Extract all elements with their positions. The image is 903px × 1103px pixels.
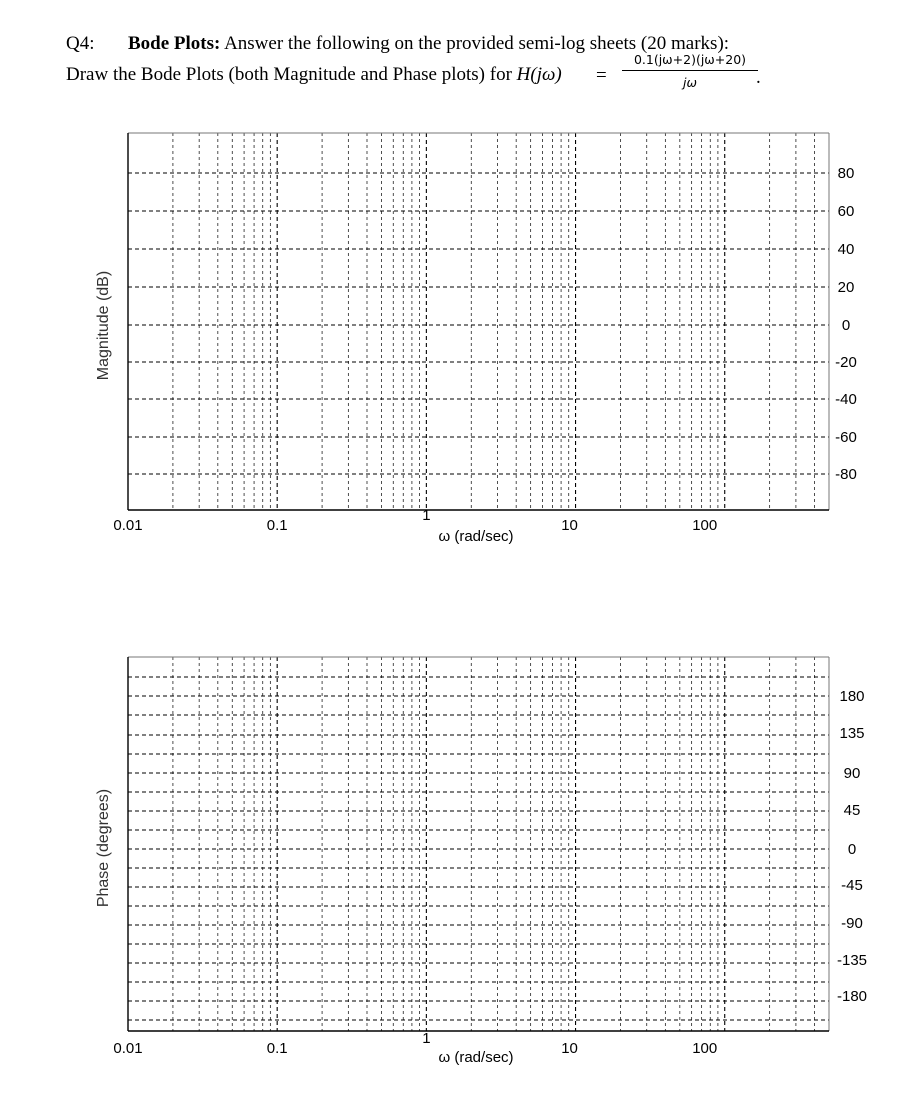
x-tick-label: 0.01 [113,517,143,534]
y-tick-label: -90 [841,915,863,932]
x-tick-label: 0.1 [266,517,288,534]
y-tick-label: 135 [839,725,865,742]
question-number: Q4: [66,33,95,54]
y-tick-label: 0 [847,841,857,858]
x-axis-label: ω (rad/sec) [438,1049,514,1066]
fraction-numerator: 0.1(jω+2)(jω+20) [622,52,758,71]
x-tick-label: 0.1 [266,1040,288,1057]
y-tick-label: -40 [835,391,857,408]
x-tick-label: 100 [692,517,718,534]
y-tick-label: -20 [835,354,857,371]
question-title: Bode Plots: [128,33,221,54]
x-tick-label: 1 [422,507,431,524]
y-axis-label: Phase (degrees) [95,788,112,908]
fraction-denominator: jω [683,75,697,91]
y-tick-label: -80 [835,466,857,483]
x-tick-label: 1 [422,1030,431,1047]
y-tick-label: 0 [841,317,851,334]
y-tick-label: 90 [843,765,861,782]
y-tick-label: -180 [836,988,868,1005]
equals-sign: = [596,65,607,86]
y-axis-label: Magnitude (dB) [95,270,112,381]
x-tick-label: 10 [561,517,578,534]
transfer-function-symbol: H(jω) [516,64,562,85]
question-instruction: Answer the following on the provided semi-log sheets (20 marks): [224,33,730,54]
x-tick-label: 0.01 [113,1040,143,1057]
x-tick-label: 100 [692,1040,718,1057]
y-tick-label: -135 [836,952,868,969]
x-axis-label: ω (rad/sec) [438,528,514,545]
y-tick-label: -60 [835,429,857,446]
y-tick-label: 45 [843,802,861,819]
y-tick-label: 60 [837,203,855,220]
y-tick-label: 40 [837,241,855,258]
sentence-period: . [756,67,761,88]
question-task: Draw the Bode Plots (both Magnitude and Phase plots) for [66,64,512,85]
y-tick-label: 20 [837,279,855,296]
y-tick-label: -45 [841,877,863,894]
x-tick-label: 10 [561,1040,578,1057]
y-tick-label: 180 [839,688,865,705]
y-tick-label: 80 [837,165,855,182]
